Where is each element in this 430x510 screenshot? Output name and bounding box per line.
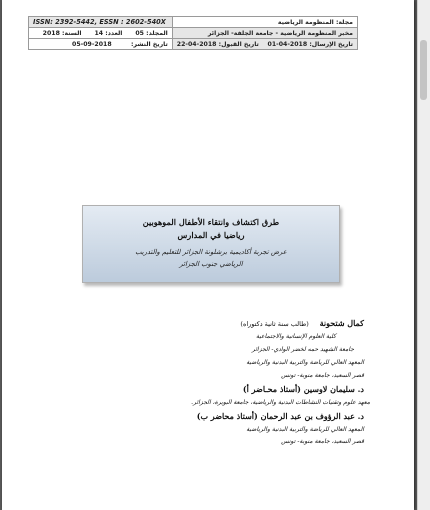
submit-label: تاريخ الإرسال: bbox=[309, 40, 353, 48]
author-1-name: كمال شتحونة bbox=[319, 318, 364, 328]
scrollbar-thumb[interactable] bbox=[420, 40, 427, 100]
title-line-1: طرق اكتشاف وانتقاء الأطفال الموهوبين bbox=[142, 217, 280, 227]
author-2-name: د. سليمان لاوسين (أستاذ محـاضر أ) bbox=[242, 384, 364, 394]
year-value: 2018 bbox=[42, 29, 60, 37]
subtitle-line-1: عرض تجربة أكاديمية برشلونة الجزائر للتعليم والتدريب bbox=[135, 248, 287, 256]
author-1-note: (طالب سنة ثانية دكتوراه) bbox=[240, 320, 309, 328]
issue-value: 14 bbox=[94, 29, 104, 37]
author-3-affiliation: المعهد العالي للرياضة والتربية البدنية والرياضية bbox=[246, 426, 364, 433]
subtitle-line-2: الرياضي جنوب الجزائر bbox=[179, 260, 243, 268]
title-line-2: رياضيا في المدارس bbox=[177, 230, 245, 240]
journal-name-cell: مجلة: المنظومة الرياضية bbox=[172, 17, 357, 28]
vertical-scrollbar[interactable] bbox=[417, 0, 430, 510]
article-subtitle bbox=[83, 246, 339, 270]
authors-block bbox=[62, 318, 370, 449]
issue-label: العدد: bbox=[105, 29, 123, 37]
document-page bbox=[2, 0, 414, 510]
article-title bbox=[83, 216, 339, 242]
author-name bbox=[62, 318, 364, 332]
author-1-affiliation: المعهد العالي للرياضة والتربية البدنية والرياضية bbox=[246, 359, 364, 366]
author-1-affiliation: قصر السعيد، جامعة منوبة- تونس bbox=[281, 372, 364, 379]
author-1-affiliation: كلية العلوم الإنسانية والاجتماعية bbox=[255, 333, 336, 340]
submit-date: 2018-04-01 bbox=[267, 40, 308, 48]
author-3-name: د. عبد الرؤوف بن عبد الرحمان (أستاذ محاضر ب) bbox=[196, 411, 364, 421]
volume-value: 05 bbox=[135, 29, 144, 37]
author-1-affiliation: جامعة الشهيد حمه لخضر الوادي- الجزائر bbox=[251, 346, 354, 353]
title-box bbox=[82, 205, 340, 283]
submit-accept-cell bbox=[172, 39, 357, 50]
journal-header-table bbox=[28, 16, 358, 50]
issn-cell: ISSN: 2392-5442, ESSN : 2602-540X bbox=[29, 17, 173, 28]
author-2-affiliation: معهد علوم وتقنيات النشاطات البدنية والرياضية، جامعة البويرة، الجزائر. bbox=[191, 399, 370, 406]
lab-cell: مخبر المنظومة الرياضية - جامعة الجلفة- الجزائر bbox=[172, 28, 357, 39]
publish-date-cell bbox=[29, 39, 173, 50]
year-label: السنة: bbox=[62, 29, 82, 37]
accept-label: تاريخ القبول: bbox=[218, 40, 259, 48]
volume-issue-year-cell bbox=[29, 28, 173, 39]
accept-date: 2018-04-22 bbox=[176, 40, 217, 48]
publish-date: 2018-09-05 bbox=[72, 40, 112, 48]
author-3-affiliation: قصر السعيد، جامعة منوبة- تونس bbox=[281, 438, 364, 445]
volume-label: المجلد: bbox=[146, 29, 168, 37]
publish-label: تاريخ النشر: bbox=[131, 40, 168, 48]
